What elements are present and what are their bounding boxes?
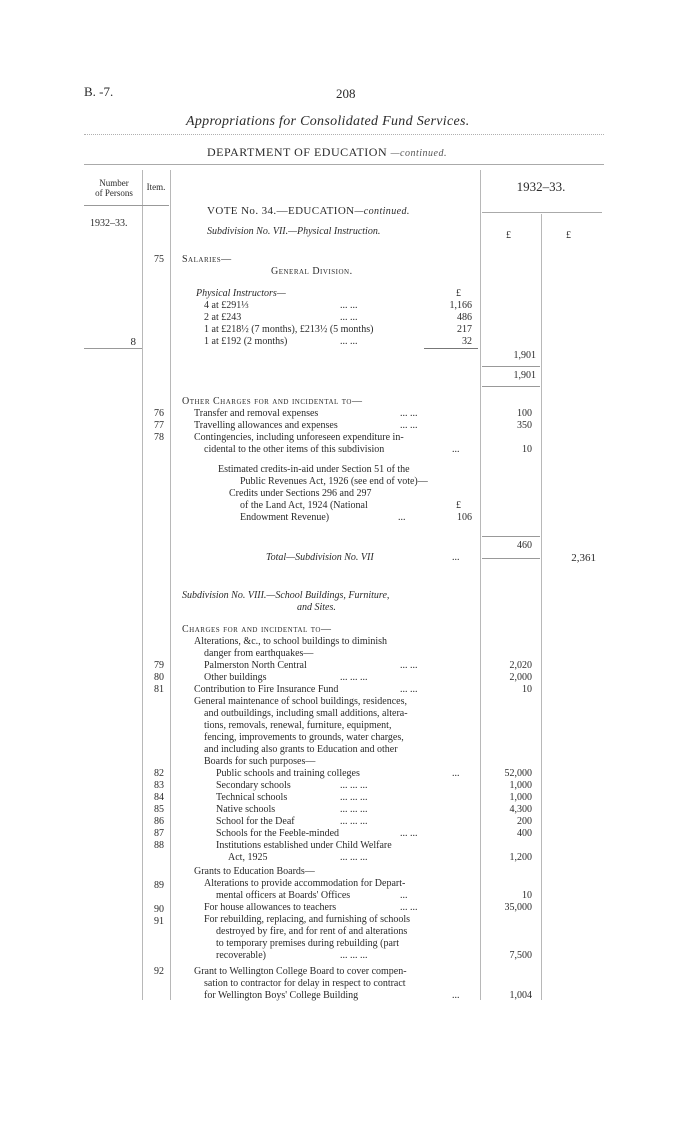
subdivision-viii-heading-cont: and Sites. (297, 602, 336, 613)
line-item-amount: 7,500 (509, 950, 532, 961)
salary-line-dots: ... ... (340, 336, 358, 347)
line-item-dots: ... ... (400, 684, 418, 695)
credits-line: of the Land Act, 1924 (National (240, 500, 368, 511)
line-item-text: For rebuilding, replacing, and furnishing of schools (204, 914, 411, 925)
item-number: 77 (154, 420, 164, 431)
currency-symbol-1: £ (506, 230, 511, 241)
line-item-amount: 100 (517, 408, 532, 419)
charges-label: Charges for and incidental to— (182, 624, 332, 635)
maintenance-line: tions, removals, renewal, furniture, equipment, (204, 720, 392, 731)
item-header: Item. (146, 182, 166, 192)
line-item-dots: ... ... (400, 660, 418, 671)
persons-year: 1932–33. (90, 218, 128, 229)
page-code: B. -7. (84, 84, 114, 99)
subtotal-rule (482, 366, 540, 367)
line-item-text: Public schools and training colleges (216, 768, 360, 779)
salaries-total: 1,901 (513, 370, 536, 381)
item-number: 90 (154, 904, 164, 915)
item-number: 82 (154, 768, 164, 779)
year-header: 1932–33. (516, 179, 566, 194)
line-item-amount: 2,000 (509, 672, 532, 683)
item-number: 84 (154, 792, 164, 803)
item-number: 86 (154, 816, 164, 827)
line-item-dots: ... ... ... (340, 792, 368, 803)
line-item-dots: ... ... (400, 828, 418, 839)
department-continued: —continued. (390, 148, 447, 159)
wellington-line: Grant to Wellington College Board to cover compen- (194, 966, 407, 977)
total-rule (482, 386, 540, 387)
subdivision-vii-total-dots: ... (452, 552, 460, 563)
line-item-text: Contingencies, including unforeseen expenditure in- (194, 432, 404, 443)
item-number: 87 (154, 828, 164, 839)
item-number: 81 (154, 684, 164, 695)
maintenance-line: Boards for such purposes— (204, 756, 316, 767)
line-item-dots: ... ... ... (340, 804, 368, 815)
alterations-line: Alterations, &c., to school buildings to diminish (194, 636, 388, 647)
line-item-amount: 2,020 (509, 660, 532, 671)
wellington-amount: 1,004 (509, 990, 532, 1001)
line-item-amount: 1,200 (509, 852, 532, 863)
page-title: Appropriations for Consolidated Fund Services. (186, 114, 470, 129)
other-charges-rule (482, 536, 540, 537)
credits-line: Endowment Revenue) (240, 512, 330, 523)
salaries-subtotal: 1,901 (513, 350, 536, 361)
line-item-dots: ... ... (400, 902, 418, 913)
alterations-line: danger from earthquakes— (204, 648, 314, 659)
persons-item-divider (142, 170, 143, 1000)
wellington-line: sation to contractor for delay in respect to contract (204, 978, 406, 989)
subdivision-vii-total-amount: 2,361 (571, 552, 596, 564)
line-item-amount: 200 (517, 816, 532, 827)
department-name: DEPARTMENT OF EDUCATION (207, 145, 388, 159)
item-number: 92 (154, 966, 164, 977)
line-item-dots: ... ... ... (340, 950, 368, 961)
vote-title-text: VOTE No. 34.—EDUCATION (207, 205, 355, 217)
item-number: 83 (154, 780, 164, 791)
item-number: 91 (154, 916, 164, 927)
line-item-amount: 52,000 (504, 768, 532, 779)
grants-label: Grants to Education Boards— (194, 866, 315, 877)
line-item-amount: 10 (522, 684, 532, 695)
line-item-text: Secondary schools (216, 780, 291, 791)
line-item-text: mental officers at Boards' Offices (216, 890, 351, 901)
physical-instructors-label: Physical Instructors— (196, 288, 286, 299)
item-number: 76 (154, 408, 164, 419)
item-text-divider (170, 170, 171, 1000)
salary-sum-rule (424, 348, 478, 349)
credits-amount: 106 (457, 512, 472, 523)
line-item-text: Act, 1925 (228, 852, 268, 863)
line-item-dots: ... ... ... (340, 672, 368, 683)
line-item-dots: ... ... ... (340, 816, 368, 827)
credits-line: Credits under Sections 296 and 297 (229, 488, 372, 499)
line-item-text: Native schools (216, 804, 276, 815)
line-item-dots: ... ... (400, 408, 418, 419)
item-number: 89 (154, 880, 164, 891)
line-item-amount: 35,000 (504, 902, 532, 913)
line-item-text: destroyed by fire, and for rent of and alterations (216, 926, 408, 937)
persons-rule (84, 348, 142, 349)
salary-line-dots: ... ... (340, 300, 358, 311)
line-item-text: recoverable) (216, 950, 266, 961)
other-charges-label: Other Charges for and incidental to— (182, 396, 363, 407)
item-number: 79 (154, 660, 164, 671)
line-item-text: For house allowances to teachers (204, 902, 337, 913)
salary-line-text: 1 at £218½ (7 months), £213½ (5 months) (204, 324, 374, 335)
line-item-amount: 10 (522, 890, 532, 901)
currency-symbol-2: £ (566, 230, 571, 241)
salary-line-dots: ... ... (340, 312, 358, 323)
maintenance-line: and including also grants to Education and other (204, 744, 398, 755)
credits-line: Public Revenues Act, 1926 (see end of vote)— (240, 476, 428, 487)
salary-line-amount: 1,166 (449, 300, 472, 311)
wellington-dots: ... (452, 990, 460, 1001)
item-number: 75 (154, 254, 164, 265)
title-rule (84, 134, 604, 135)
line-item-dots: ... ... ... (340, 852, 368, 863)
line-item-text: Schools for the Feeble-minded (216, 828, 340, 839)
salary-line-amount: 32 (462, 336, 472, 347)
maintenance-line: General maintenance of school buildings, residences, (194, 696, 407, 707)
general-division-label: General Division. (271, 266, 353, 277)
other-charges-total: 460 (517, 540, 532, 551)
maintenance-line: and outbuildings, including small additions, altera- (204, 708, 408, 719)
salary-line-text: 1 at £192 (2 months) (204, 336, 288, 347)
line-item-amount: 350 (517, 420, 532, 431)
line-item-dots: ... ... (400, 420, 418, 431)
line-item-text: Transfer and removal expenses (194, 408, 319, 419)
line-item-text: Technical schools (216, 792, 288, 803)
vote-title (207, 205, 410, 218)
page-number: 208 (336, 86, 356, 101)
salaries-label: Salaries— (182, 254, 232, 265)
line-item-amount: 1,000 (509, 780, 532, 791)
text-amount-divider (480, 170, 481, 1000)
line-item-amount: 10 (522, 444, 532, 455)
subdivision-viii-heading: Subdivision No. VIII.—School Buildings, Furniture, (182, 590, 390, 601)
vote-title-continued: —continued. (354, 206, 410, 217)
credits-pound: £ (456, 500, 461, 511)
line-item-text: cidental to the other items of this subdivision (204, 444, 385, 455)
salary-line-amount: 217 (457, 324, 472, 335)
line-item-text: Institutions established under Child Welfare (216, 840, 392, 851)
line-item-text: to temporary premises during rebuilding (part (216, 938, 400, 949)
item-number: 85 (154, 804, 164, 815)
maintenance-line: fencing, improvements to grounds, water charges, (204, 732, 404, 743)
item-number: 78 (154, 432, 164, 443)
line-item-text: Other buildings (204, 672, 267, 683)
pound-symbol: £ (456, 288, 461, 299)
wellington-line: for Wellington Boys' College Building (204, 990, 359, 1001)
line-item-dots: ... (452, 768, 460, 779)
item-number: 80 (154, 672, 164, 683)
amount-columns-divider (541, 214, 542, 1000)
line-item-amount: 4,300 (509, 804, 532, 815)
department-heading (207, 145, 447, 160)
line-item-text: Palmerston North Central (204, 660, 307, 671)
line-item-dots: ... ... ... (340, 780, 368, 791)
line-item-text: Contribution to Fire Insurance Fund (194, 684, 339, 695)
persons-count: 8 (130, 336, 136, 348)
persons-header-rule (84, 205, 169, 206)
item-number: 88 (154, 840, 164, 851)
line-item-text: Travelling allowances and expenses (194, 420, 338, 431)
line-item-text: Alterations to provide accommodation for Depart- (204, 878, 406, 889)
subdivision-vii-heading: Subdivision No. VII.—Physical Instruction. (207, 226, 381, 237)
line-item-text: School for the Deaf (216, 816, 295, 827)
line-item-dots: ... (400, 890, 408, 901)
salary-line-text: 2 at £243 (204, 312, 242, 323)
line-item-amount: 400 (517, 828, 532, 839)
salary-line-amount: 486 (457, 312, 472, 323)
subdivision-vii-total-label: Total—Subdivision No. VII (266, 552, 374, 563)
salary-line-text: 4 at £291⅓ (204, 300, 249, 311)
line-item-amount: 1,000 (509, 792, 532, 803)
line-item-dots: ... (452, 444, 460, 455)
number-of-persons-header: Number of Persons (95, 178, 133, 198)
header-rule (84, 164, 604, 165)
subdivision-total-rule (482, 558, 540, 559)
credits-line: Estimated credits-in-aid under Section 51 of the (218, 464, 410, 475)
year-header-rule (482, 212, 602, 213)
credits-dots: ... (398, 512, 406, 523)
